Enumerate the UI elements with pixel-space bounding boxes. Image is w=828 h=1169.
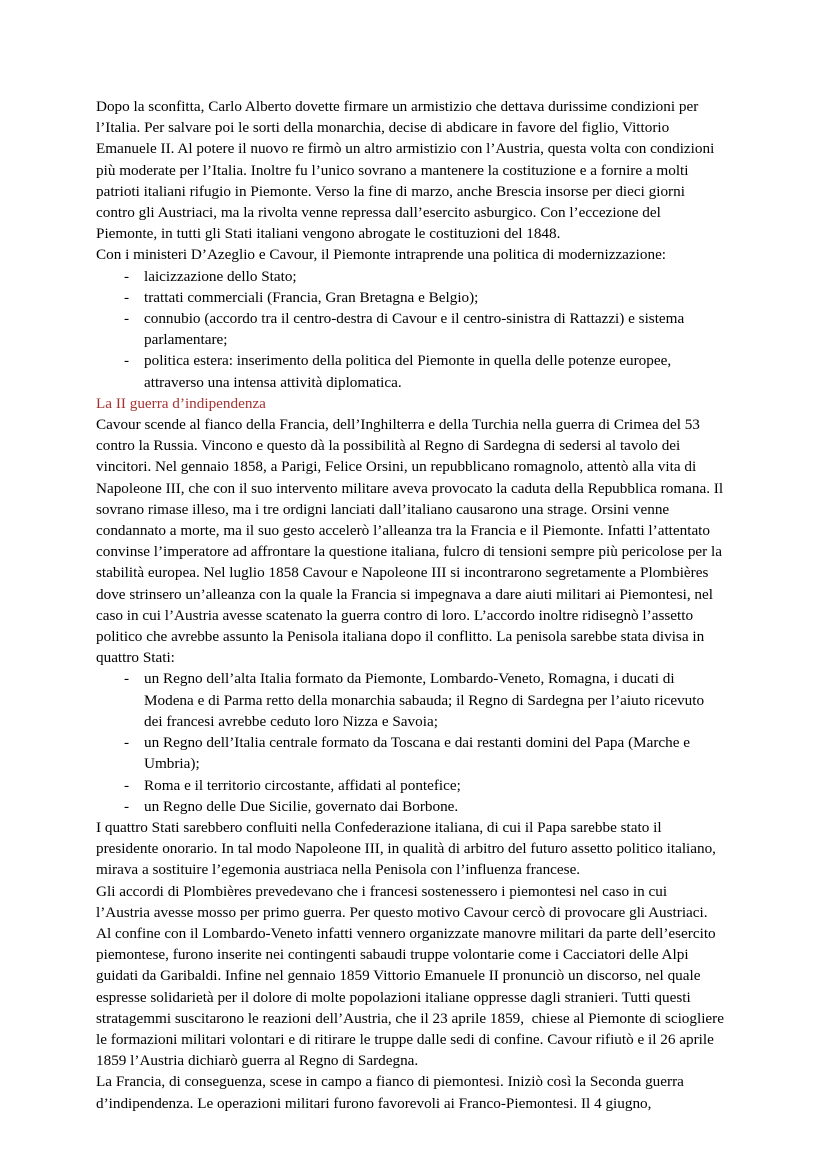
list-item-label: connubio (accordo tra il centro-destra di Cavour e il centro-sinistra di Rattazzi) e sistema parlamentare; bbox=[144, 310, 689, 349]
paragraph-modernization-intro: Con i ministeri D’Azeglio e Cavour, il Piemonte intraprende una politica di modernizzazione: bbox=[96, 246, 667, 264]
document-text-column bbox=[96, 96, 728, 1114]
list-item bbox=[96, 350, 724, 392]
list-item bbox=[96, 668, 724, 732]
bullet-dash-icon: - bbox=[124, 310, 130, 328]
bullet-dash-icon: - bbox=[124, 670, 130, 688]
list-item bbox=[96, 796, 724, 817]
bullet-dash-icon: - bbox=[124, 797, 130, 815]
list-item bbox=[96, 732, 724, 774]
list-item-label: laicizzazione dello Stato; bbox=[144, 267, 297, 285]
list-item bbox=[96, 775, 724, 796]
paragraph-crimea-orsini-plombieres: Cavour scende al fianco della Francia, dell’Inghilterra e della Turchia nella guerra di Crimea del 53 contro la Russia. Vincono e questo dà la possibilità al Regno di Sardegna di sedersi al tavolo dei vincitori. Nel gennaio 1858, a Parigi, Felice Orsini, un repubblicano romagnolo, attentò alla vita di Napoleone III, che con il suo intervento militare aveva provocato la caduta della Repubblica romana. Il sovrano rimase illeso, ma i tre ordigni lanciati dall’italiano causarono una strage. Orsini venne condannato a morte, ma il suo gesto accelerò l’alleanza tra la Francia e il Piemonte. Infatti l’attentato convinse l’imperatore ad affrontare la questione italiana, fulcro di tensioni sempre più pericolose per la stabilità europea. Nel luglio 1858 Cavour e Napoleone III si incontrarono segretamente a Plombières dove strinsero un’alleanza con la quale la Francia si impegnava a dare aiuti militari ai Piemontesi, nel caso in cui l’Austria avesse scatenato la guerra contro di loro. L’accordo inoltre ridisegnò l’assetto politico che avrebbe assunto la Penisola italiana dopo il conflitto. La penisola sarebbe stata divisa in quattro Stati: bbox=[96, 416, 727, 667]
bullet-dash-icon: - bbox=[124, 734, 130, 752]
list-item-label: Roma e il territorio circostante, affidati al pontefice; bbox=[144, 776, 461, 794]
paragraph-confederation: I quattro Stati sarebbero confluiti nella Confederazione italiana, di cui il Papa sarebbe stato il presidente onorario. In tal modo Napoleone III, in qualità di arbitro del futuro assetto politico italiano, mirava a sostituire l’egemonia austriaca nella Penisola con l’influenza francese. bbox=[96, 818, 720, 879]
list-item bbox=[96, 266, 724, 287]
list-modernization-policies bbox=[96, 266, 724, 393]
bullet-dash-icon: - bbox=[124, 352, 130, 370]
list-item bbox=[96, 287, 724, 308]
bullet-dash-icon: - bbox=[124, 267, 130, 285]
bullet-dash-icon: - bbox=[124, 776, 130, 794]
section-heading-second-war: La II guerra d’indipendenza bbox=[96, 394, 266, 412]
paragraph-after-defeat: Dopo la sconfitta, Carlo Alberto dovette firmare un armistizio che dettava durissime condizioni per l’Italia. Per salvare poi le sorti della monarchia, decise di abdicare in favore del figlio, Vittorio Emanuele II. Al potere il nuovo re firmò un altro armistizio con l’Austria, questa volta con condizioni più moderate per l’Italia. Inoltre fu l’unico sovrano a mantenere la costituzione e a fornire a molti patrioti italiani rifugio in Piemonte. Verso la fine di marzo, anche Brescia insorse per dieci giorni contro gli Austriaci, ma la rivolta venne repressa dall’esercito asburgico. Con l’eccezione del Piemonte, in tutti gli Stati italiani vengono abrogate le costituzioni del 1848. bbox=[96, 98, 719, 243]
list-item-label: un Regno dell’Italia centrale formato da Toscana e dai restanti domini del Papa (Marche e Umbria); bbox=[144, 734, 694, 773]
paragraph-provocation-austria: Gli accordi di Plombières prevedevano che i francesi sostenessero i piemontesi nel caso in cui l’Austria avesse mosso per primo guerra. Per questo motivo Cavour cercò di provocare gli Austriaci. Al confine con il Lombardo-Veneto infatti vennero organizzate manovre militari da parte dell’esercito piemontese, furono inserite nei contingenti sabaudi truppe volontarie come i Cacciatori delle Alpi guidati da Garibaldi. Infine nel gennaio 1859 Vittorio Emanuele II pronunciò un discorso, nel quale espresse solidarietà per il dolore di molte popolazioni italiane oppresse dagli stranieri. Tutti questi stratagemmi suscitarono le reazioni dell’Austria, che il 23 aprile 1859, chiese al Piemonte di sciogliere le formazioni militari volontari e di ritirare le truppe dalle sedi di confine. Cavour rifiutò e il 26 aprile 1859 l’Austria dichiarò guerra al Regno di Sardegna. bbox=[96, 882, 728, 1070]
list-item-label: politica estera: inserimento della politica del Piemonte in quella delle potenze europee, attraverso una intensa attività diplomatica. bbox=[144, 352, 675, 391]
list-item-label: un Regno dell’alta Italia formato da Piemonte, Lombardo-Veneto, Romagna, i ducati di Modena e di Parma retto della monarchia sabauda; il Regno di Sardegna per l’aiuto ricevuto dei francesi avrebbe ceduto loro Nizza e Savoia; bbox=[144, 670, 708, 730]
list-item bbox=[96, 308, 724, 350]
bullet-dash-icon: - bbox=[124, 288, 130, 306]
list-item-label: un Regno delle Due Sicilie, governato dai Borbone. bbox=[144, 797, 459, 815]
list-four-states bbox=[96, 668, 724, 816]
list-item-label: trattati commerciali (Francia, Gran Bretagna e Belgio); bbox=[144, 288, 479, 306]
paragraph-france-enters-war: La Francia, di conseguenza, scese in campo a fianco di piemontesi. Iniziò così la Seconda guerra d’indipendenza. Le operazioni militari furono favorevoli ai Franco-Piemontesi. Il 4 giugno, bbox=[96, 1073, 688, 1112]
